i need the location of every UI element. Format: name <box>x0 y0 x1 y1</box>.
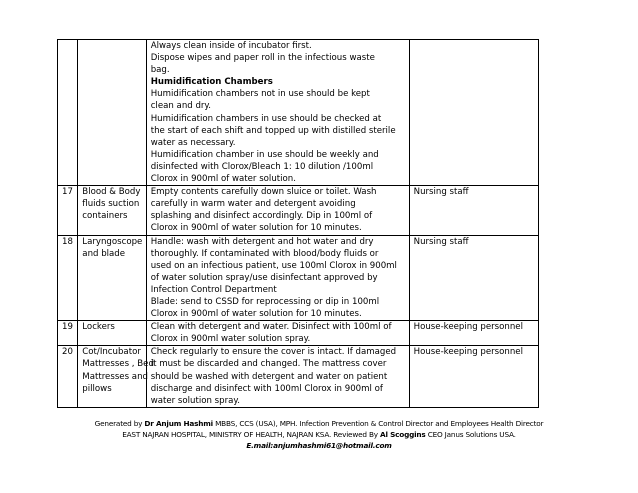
method-text-line: Clean with detergent and water. Disinfect with 100ml of <box>150 322 392 333</box>
method-text-line: of water solution spray/use disinfectant approved by <box>150 272 378 283</box>
item-text-line: Blood & Body <box>82 187 141 198</box>
item-text-line: Lockers <box>82 322 115 333</box>
method-text-line: Empty contents carefully down sluice or toilet. Wash <box>150 187 377 198</box>
method-text-line: used on an infectious patient, use 100ml Clorox in 900ml <box>150 260 397 271</box>
method-text-line: water as necessary. <box>150 137 236 148</box>
responsible-cell: Nursing staff <box>409 186 538 235</box>
row-number-cell <box>58 40 78 186</box>
method-text-line: thoroughly. If contaminated with blood/body fluids or <box>150 248 379 259</box>
footer-line-2 <box>57 430 581 441</box>
method-cell <box>146 40 409 186</box>
method-text-line: splashing and disinfect accordingly. Dip in 100ml of <box>150 211 373 222</box>
item-text-line: Cot/Incubator <box>82 347 141 358</box>
footer-credentials: MBBS, CCS (USA), MPH. Infection Prevention & Control Director and Employees Health Director <box>215 419 544 428</box>
item-text-line: pillows <box>82 383 112 394</box>
item-cell <box>78 186 146 235</box>
method-text-line: Clorox in 900ml water solution spray. <box>150 334 311 345</box>
method-text-line: Check regularly to ensure the cover is intact. If damaged <box>150 347 397 358</box>
item-cell <box>78 235 146 321</box>
row-number-cell: 20 <box>58 346 78 407</box>
footer-author: Dr Anjum Hashmi <box>144 419 213 428</box>
document-footer <box>57 419 581 451</box>
responsible-cell: House-keeping personnel <box>409 321 538 346</box>
method-text-line: Dispose wipes and paper roll in the infectious waste <box>150 53 375 64</box>
method-text-line: Infection Control Department <box>150 284 277 295</box>
method-text-line: carefully in warm water and detergent avoiding <box>150 199 356 210</box>
table-row <box>58 40 539 186</box>
item-text-line: Mattresses and <box>82 371 148 382</box>
responsible-cell <box>409 40 538 186</box>
method-text-line: water solution spray. <box>150 395 241 406</box>
method-text-line: Humidification chambers in use should be checked at <box>150 113 382 124</box>
footer-line-3 <box>57 441 581 452</box>
responsible-cell: House-keeping personnel <box>409 346 538 407</box>
method-subheading: Humidification Chambers <box>150 77 273 88</box>
item-cell <box>78 321 146 346</box>
method-text-line: Always clean inside of incubator first. <box>150 41 312 51</box>
method-text-line: Clorox in 900ml of water solution. <box>150 174 296 185</box>
footer-email: E.mail:anjumhashmi61@hotmail.com <box>246 440 392 450</box>
item-text-line: fluids suction <box>82 199 140 210</box>
method-cell <box>146 235 409 321</box>
row-number-cell: 17 <box>58 186 78 235</box>
method-text-line: Humidification chambers not in use should be kept <box>150 89 370 100</box>
method-text-line: the start of each shift and topped up with distilled sterile <box>150 125 396 136</box>
item-text-line: Laryngoscope <box>82 236 143 247</box>
table-body <box>58 40 539 408</box>
method-text-line: Handle: wash with detergent and hot water and dry <box>150 236 374 247</box>
row-number-cell: 18 <box>58 235 78 321</box>
table-row <box>58 235 539 321</box>
footer-hospital: EAST NAJRAN HOSPITAL, MINISTRY OF HEALTH, NAJRAN KSA. Reviewed By <box>122 429 378 439</box>
method-text-line: clean and dry. <box>150 101 212 112</box>
method-text-line: discharge and disinfect with 100ml Clorox in 900ml of <box>150 383 383 394</box>
method-text-line: should be washed with detergent and water on patient <box>150 371 388 382</box>
method-cell <box>146 346 409 407</box>
item-text-line: and blade <box>82 248 126 259</box>
method-text-line: disinfected with Clorox/Bleach 1: 10 dilution /100ml <box>150 161 374 172</box>
row-number-cell: 19 <box>58 321 78 346</box>
method-cell <box>146 186 409 235</box>
item-cell <box>78 40 146 186</box>
method-text-line: bag. <box>150 65 170 76</box>
cleaning-procedures-table <box>57 39 539 408</box>
item-text-line: containers <box>82 211 128 222</box>
table-row <box>58 321 539 346</box>
method-text-line: Clorox in 900ml of water solution for 10 minutes. <box>150 309 362 320</box>
table-row <box>58 186 539 235</box>
item-text-line: Mattresses , Bed <box>82 359 154 370</box>
method-text-line: Clorox in 900ml of water solution for 10 minutes. <box>150 223 362 234</box>
item-cell <box>78 346 154 407</box>
method-text-line: Humidification chamber in use should be weekly and <box>150 149 379 160</box>
footer-reviewer: Al Scoggins <box>380 429 426 439</box>
method-text-line: Blade: send to CSSD for reprocessing or dip in 100ml <box>150 296 380 307</box>
table-row <box>58 346 539 407</box>
footer-line-1 <box>57 419 581 430</box>
footer-generated-by: Generated by <box>94 419 143 428</box>
footer-reviewer-role: CEO Janus Solutions USA. <box>427 429 516 439</box>
method-text-line: it must be discarded and changed. The mattress cover <box>150 359 387 370</box>
responsible-cell: Nursing staff <box>409 235 538 321</box>
method-cell <box>146 321 409 346</box>
